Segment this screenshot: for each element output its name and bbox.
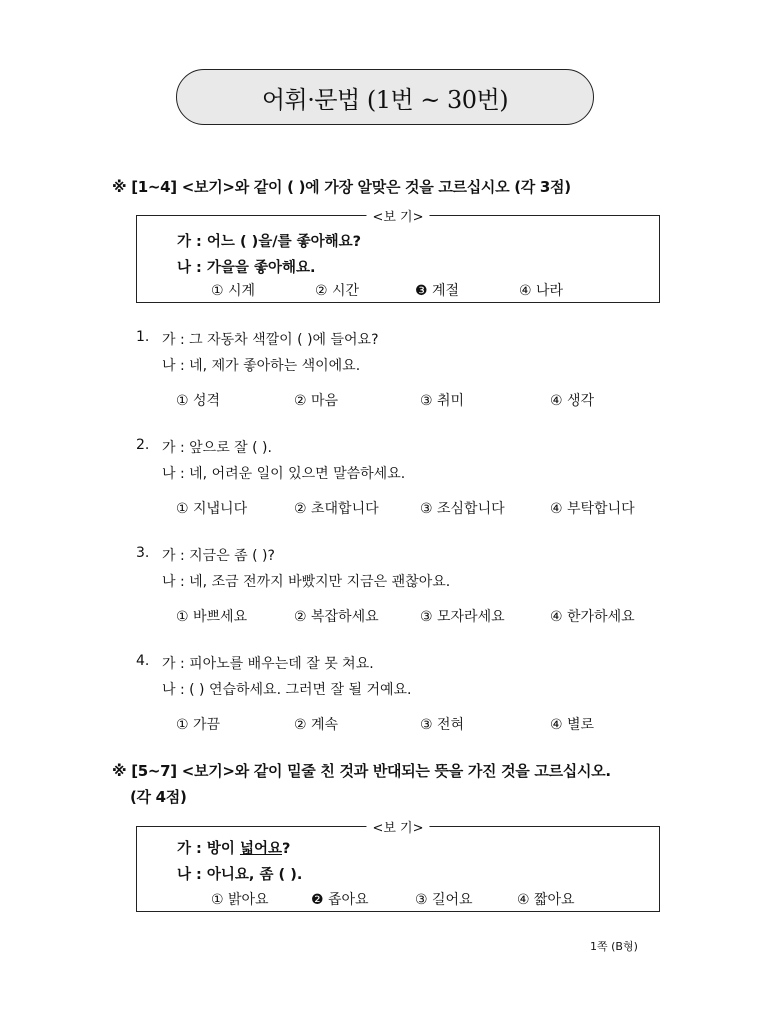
question-line-1: 가 : 피아노를 배우는데 잘 못 쳐요.: [162, 656, 374, 672]
section2-example-box: [136, 821, 660, 912]
example-line-2: 나 : 아니요, 좀 ( ).: [177, 867, 303, 883]
option-1[interactable]: ① 바쁘세요: [176, 609, 248, 625]
option-4[interactable]: ④ 생각: [550, 393, 595, 409]
example-option-3[interactable]: ❸ 계절: [415, 283, 460, 299]
example-option-4[interactable]: ④ 나라: [519, 283, 564, 299]
question-line-2: 나 : 네, 제가 좋아하는 색이에요.: [162, 358, 361, 374]
option-1[interactable]: ① 가끔: [176, 717, 221, 733]
option-1[interactable]: ① 성격: [176, 393, 221, 409]
example-line-1-prefix: 가 : 방이: [177, 841, 240, 857]
example-line-2: 나 : 가을을 좋아해요.: [177, 260, 316, 276]
question-line-2: 나 : 네, 어려운 일이 있으면 말씀하세요.: [162, 466, 406, 482]
option-4[interactable]: ④ 한가하세요: [550, 609, 635, 625]
question-line-2: 나 : 네, 조금 전까지 바빴지만 지금은 괜찮아요.: [162, 574, 451, 590]
option-2[interactable]: ② 계속: [294, 717, 339, 733]
section1-instruction: ※ [1~4] <보기>와 같이 ( )에 가장 알맞은 것을 고르십시오 (각 3점): [112, 178, 571, 196]
option-3[interactable]: ③ 전혀: [420, 717, 465, 733]
question-number: 1.: [136, 329, 150, 345]
option-3[interactable]: ③ 모자라세요: [420, 609, 505, 625]
option-2[interactable]: ② 마음: [294, 393, 339, 409]
option-4[interactable]: ④ 별로: [550, 717, 595, 733]
example-line-1: 가 : 어느 ( )을/를 좋아해요?: [177, 234, 362, 250]
section-title: 어휘·문법 (1번 ~ 30번): [261, 85, 509, 114]
example-option-1[interactable]: ① 시계: [211, 283, 256, 299]
example-option-2[interactable]: ❷ 좁아요: [311, 892, 369, 908]
option-3[interactable]: ③ 조심합니다: [420, 501, 505, 517]
question-number: 4.: [136, 653, 150, 669]
option-3[interactable]: ③ 취미: [420, 393, 465, 409]
example-line-1: [177, 837, 290, 858]
question-line-2: 나 : ( ) 연습하세요. 그러면 잘 될 거예요.: [162, 682, 412, 698]
section2-instruction-points: (각 4점): [130, 788, 187, 806]
example-option-2[interactable]: ② 시간: [315, 283, 360, 299]
example-label: <보 기>: [366, 817, 429, 836]
example-label: <보 기>: [366, 206, 429, 225]
option-4[interactable]: ④ 부탁합니다: [550, 501, 635, 517]
question-number: 3.: [136, 545, 150, 561]
example-option-4[interactable]: ④ 짧아요: [517, 892, 575, 908]
section-title-box: [176, 69, 594, 125]
option-2[interactable]: ② 초대합니다: [294, 501, 379, 517]
section1-example-box: [136, 210, 660, 303]
example-line-1-suffix: ?: [282, 841, 291, 857]
example-option-3[interactable]: ③ 길어요: [415, 892, 473, 908]
option-2[interactable]: ② 복잡하세요: [294, 609, 379, 625]
question-line-1: 가 : 지금은 좀 ( )?: [162, 548, 275, 564]
page-footer: 1쪽 (B형): [590, 940, 638, 953]
section2-instruction: ※ [5~7] <보기>와 같이 밑줄 친 것과 반대되는 뜻을 가진 것을 고르십시오.: [112, 762, 611, 780]
example-underlined-word: 넓어요: [239, 841, 282, 857]
question-number: 2.: [136, 437, 150, 453]
question-line-1: 가 : 앞으로 잘 ( ).: [162, 440, 272, 456]
option-1[interactable]: ① 지냅니다: [176, 501, 248, 517]
question-line-1: 가 : 그 자동차 색깔이 ( )에 들어요?: [162, 332, 379, 348]
example-option-1[interactable]: ① 밝아요: [211, 892, 269, 908]
